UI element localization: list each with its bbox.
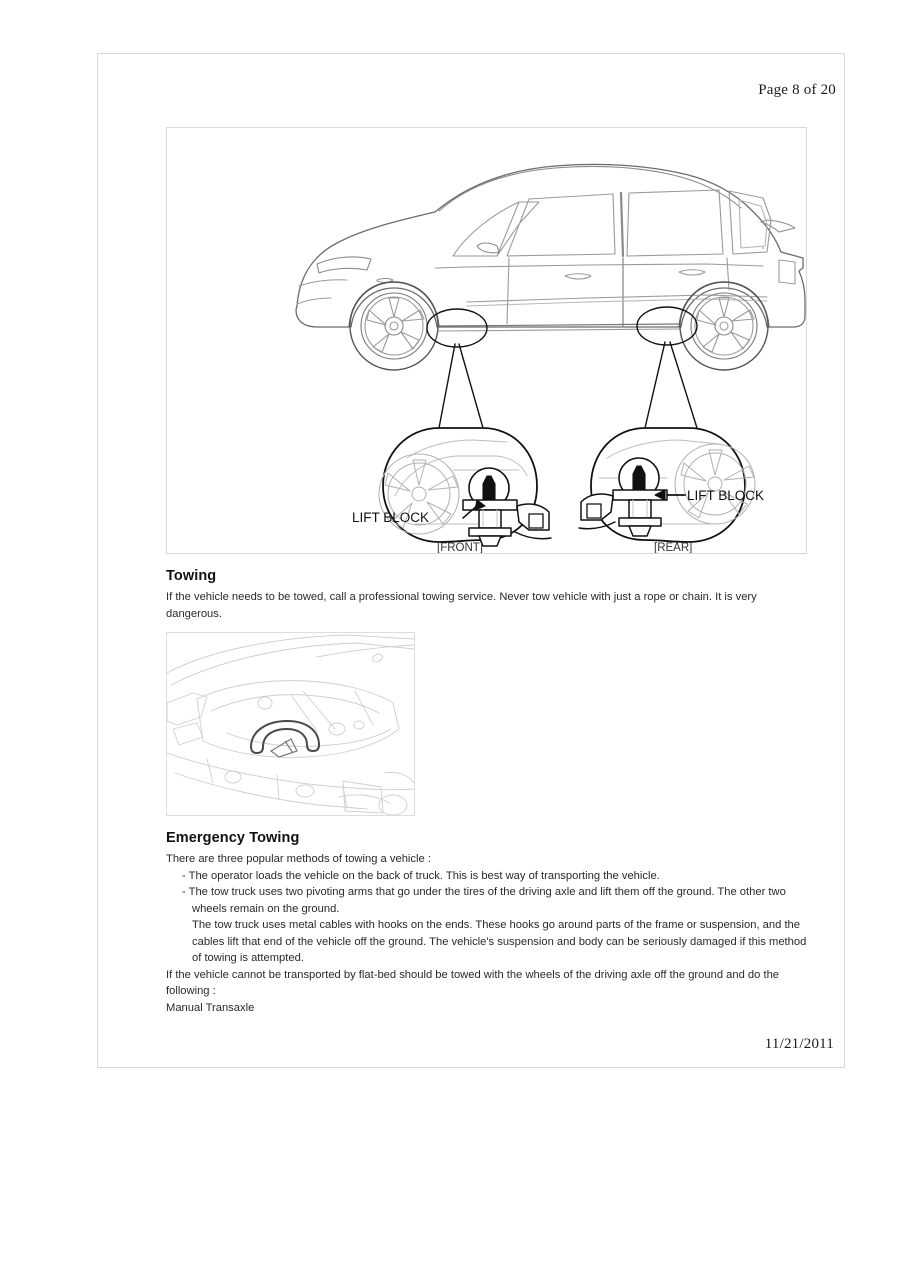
list-item: - The tow truck uses two pivoting arms that go under the tires of the driving axle and lift them off the ground. The other two wheels remain on the ground. [182, 886, 786, 915]
list-item: - The operator loads the vehicle on the back of truck. This is best way of transporting the vehicle. [182, 869, 660, 882]
towing-paragraph: If the vehicle needs to be towed, call a professional towing service. Never tow vehicle with just a rope or chain. It is very dangerous. [166, 591, 757, 620]
lift-block-label-rear: LIFT BLOCK [687, 488, 765, 503]
document-page [97, 53, 845, 1068]
caption-rear: [REAR] [654, 542, 693, 553]
tow-hook-photo [166, 632, 415, 816]
lift-block-label-front: LIFT BLOCK [352, 510, 430, 525]
towing-methods-list [166, 868, 809, 967]
emergency-towing-intro: There are three popular methods of towing a vehicle : [166, 853, 431, 865]
towing-heading: Towing [166, 568, 217, 584]
emergency-towing-heading: Emergency Towing [166, 830, 300, 846]
lift-point-diagram [167, 128, 806, 553]
page-content [166, 127, 809, 1016]
list-item: The tow truck uses metal cables with hooks on the ends. These hooks go around parts of the frame or suspension, and the cables lift that end of the vehicle off the ground. The vehicle's suspension and body can be seriously damaged if this method of towing is attempted. [192, 919, 807, 964]
tow-hook-illustration [167, 633, 414, 815]
emergency-towing-closing: If the vehicle cannot be transported by flat-bed should be towed with the wheels of the driving axle off the ground and do the following : [166, 968, 780, 997]
caption-front: [FRONT] [437, 542, 483, 553]
lift-point-figure [166, 127, 807, 554]
page-number-header: Page 8 of 20 [758, 82, 836, 98]
manual-transaxle-subheading: Manual Transaxle [166, 1001, 255, 1014]
page-footer-date: 11/21/2011 [764, 1036, 834, 1052]
